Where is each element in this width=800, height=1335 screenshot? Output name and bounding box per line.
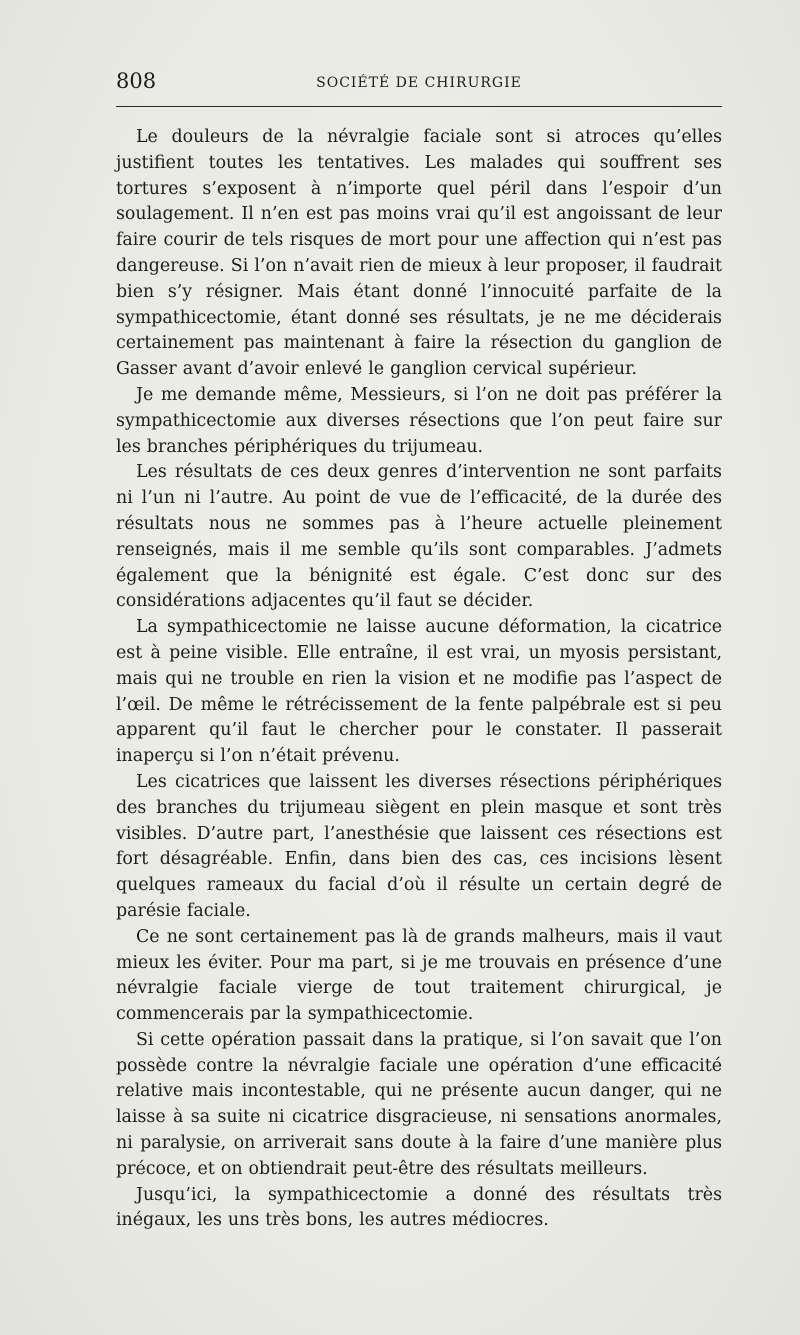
journal-title: SOCIÉTÉ DE CHIRURGIE bbox=[316, 75, 522, 91]
paragraph: Le douleurs de la névralgie faciale sont si atroces qu’elles justifient toutes les tentatives. Les malades qui souffrent ses tortures s’exposent à n’importe quel péril dans l’espoir d’un soulagement. Il n’en est pas moins vrai qu’il est angoissant de leur faire courir de tels risques de mort pour une affection qui n’est pas dangereuse. Si l’on n’avait rien de mieux à leur proposer, il faudrait bien s’y résigner. Mais étant donné l’innocuité parfaite de la sympathicectomie, étant donné ses résultats, je ne me déciderais certainement pas maintenant à faire la résection du ganglion de Gasser avant d’avoir enlevé le ganglion cervical supérieur. bbox=[116, 127, 722, 380]
header-rule bbox=[116, 106, 722, 107]
page-number: 808 bbox=[116, 69, 157, 93]
paragraph: La sympathicectomie ne laisse aucune déformation, la cicatrice est à peine visible. Elle entraîne, il est vrai, un myosis persistant, mais qui ne trouble en rien la vision et ne modifie pas l’aspect de l’œil. De même le rétrécissement de la fente palpébrale est si peu apparent qu’il faut le chercher pour le constater. Il passerait inaperçu si l’on n’était prévenu. bbox=[116, 617, 722, 767]
paragraph: Jusqu’ici, la sympathicectomie a donné des résultats très inégaux, les uns très bons, les autres médiocres. bbox=[116, 1184, 722, 1231]
running-head bbox=[116, 66, 722, 96]
body-text bbox=[116, 125, 722, 1234]
paragraph: Ce ne sont certainement pas là de grands malheurs, mais il vaut mieux les éviter. Pour ma part, si je me trouvais en présence d’une névralgie faciale vierge de tout traitement chirurgical, je commencerais par la sympathicectomie. bbox=[116, 926, 722, 1025]
paragraph: Les cicatrices que laissent les diverses résections périphériques des branches du trijumeau siègent en plein masque et sont très visibles. D’autre part, l’anesthésie que laissent ces résections est fort désagréable. Enfin, dans bien des cas, ces incisions lèsent quelques rameaux du facial d’où il résulte un certain degré de parésie faciale. bbox=[116, 771, 722, 921]
paragraph: Les résultats de ces deux genres d’intervention ne sont parfaits ni l’un ni l’autre. Au point de vue de l’efficacité, de la durée des résultats nous ne sommes pas à l’heure actuelle pleinement renseignés, mais il me semble qu’ils sont comparables. J’admets également que la bénignité est égale. C’est donc sur des considérations adjacentes qu’il faut se décider. bbox=[116, 462, 722, 612]
paragraph: Si cette opération passait dans la pratique, si l’on savait que l’on possède contre la névralgie faciale une opération d’une efficacité relative mais incontestable, qui ne présente aucun danger, qui ne laisse à sa suite ni cicatrice disgracieuse, ni sensations anormales, ni paralysie, on arriverait sans doute à la faire d’une manière plus précoce, et on obtiendrait peut-être des résultats meilleurs. bbox=[116, 1029, 722, 1179]
paragraph: Je me demande même, Messieurs, si l’on ne doit pas préférer la sympathicectomie aux diverses résections que l’on peut faire sur les branches périphériques du trijumeau. bbox=[116, 384, 722, 457]
